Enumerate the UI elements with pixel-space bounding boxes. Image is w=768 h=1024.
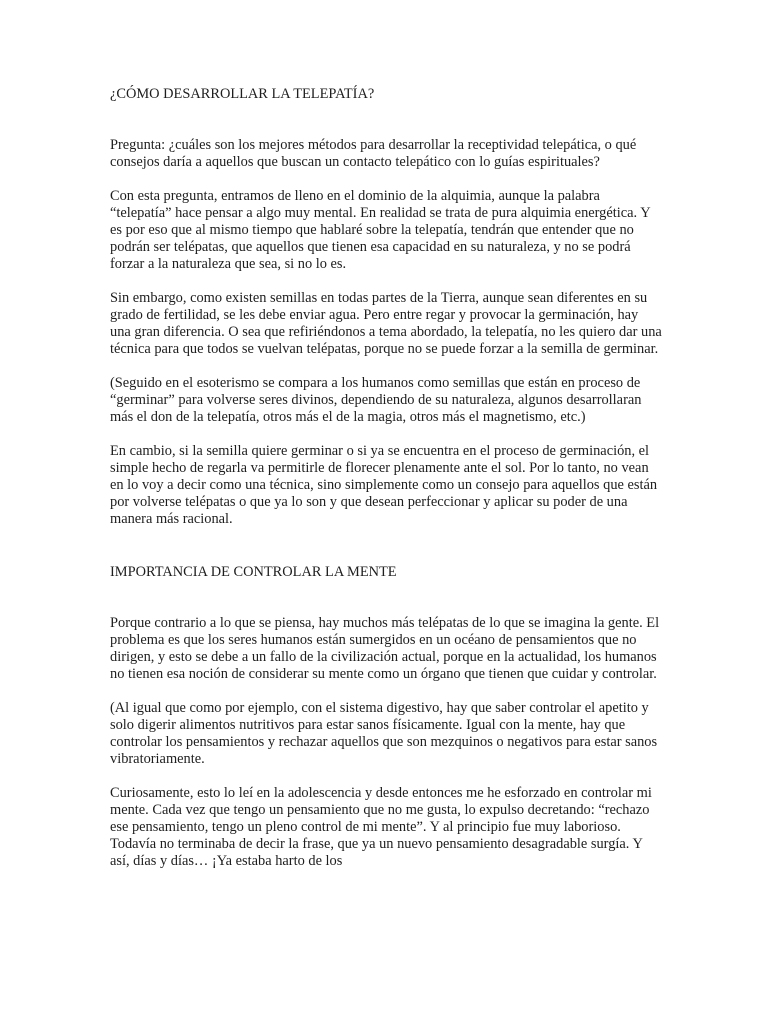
section-title-mind-control: IMPORTANCIA DE CONTROLAR LA MENTE	[110, 564, 397, 580]
paragraph-adolescence: Curiosamente, esto lo leí en la adolescencia y desde entonces me he esforzado en controlar mi mente. Cada vez que tengo un pensamiento que no me gusta, lo expulso decretando: “rechazo ese pensamiento, tengo un pleno control de mi mente”. Y al principio fue muy laborioso. Todavía no terminaba de decir la frase, que ya un nuevo pensamiento desagradable surgía. Y así, días y días… ¡Ya estaba harto de los	[110, 785, 652, 869]
paragraph-seeds: Sin embargo, como existen semillas en todas partes de la Tierra, aunque sean diferentes en su grado de fertilidad, se les debe enviar agua. Pero entre regar y provocar la germinación, hay una gran diferencia. O sea que refiriéndonos a tema abordado, la telepatía, no les quiero dar una técnica para que todos se vuelvan telépatas, porque no se puede forzar a la semilla de germinar.	[110, 290, 662, 357]
document-body	[110, 86, 662, 870]
section-title-telepathy: ¿CÓMO DESARROLLAR LA TELEPATÍA?	[110, 86, 375, 102]
paragraph-germination: En cambio, si la semilla quiere germinar o si ya se encuentra en el proceso de germinación, el simple hecho de regarla va permitirle de florecer plenamente ante el sol. Por lo tanto, no vean en lo voy a decir como una técnica, sino simplemente como un consejo para aquellos que están por volverse telépatas o que ya lo son y que desean perfeccionar y aplicar su poder de una manera más racional.	[110, 443, 658, 527]
paragraph-telepaths: Porque contrario a lo que se piensa, hay muchos más telépatas de lo que se imagina la gente. El problema es que los seres humanos están sumergidos en un océano de pensamientos que no dirigen, y esto se debe a un fallo de la civilización actual, porque en la actualidad, los humanos no tienen esa noción de considerar su mente como un órgano que tienen que cuidar y controlar.	[110, 615, 660, 682]
paragraph-digestive: (Al igual que como por ejemplo, con el sistema digestivo, hay que saber controlar el apetito y solo digerir alimentos nutritivos para estar sanos físicamente. Igual con la mente, hay que controlar los pensamientos y rechazar aquellos que son mezquinos o negativos para estar sanos vibratoriamente.	[110, 700, 658, 767]
paragraph-question: Pregunta: ¿cuáles son los mejores métodos para desarrollar la receptividad telepática, o qué consejos daría a aquellos que buscan un contacto telepático con lo guías espirituales?	[110, 137, 637, 170]
paragraph-esoterism: (Seguido en el esoterismo se compara a los humanos como semillas que están en proceso de “germinar” para volverse seres divinos, dependiendo de su naturaleza, algunos desarrollaran más el don de la telepatía, otros más el de la magia, otros más el magnetismo, etc.)	[110, 375, 642, 425]
paragraph-alchemy: Con esta pregunta, entramos de lleno en el dominio de la alquimia, aunque la palabra “telepatía” hace pensar a algo muy mental. En realidad se trata de pura alquimia energética. Y es por eso que al mismo tiempo que hablaré sobre la telepatía, tendrán que entender que no podrán ser telépatas, que aquellos que tienen esa capacidad en su naturaleza, y no se podrá forzar a la naturaleza que sea, si no lo es.	[110, 188, 651, 272]
